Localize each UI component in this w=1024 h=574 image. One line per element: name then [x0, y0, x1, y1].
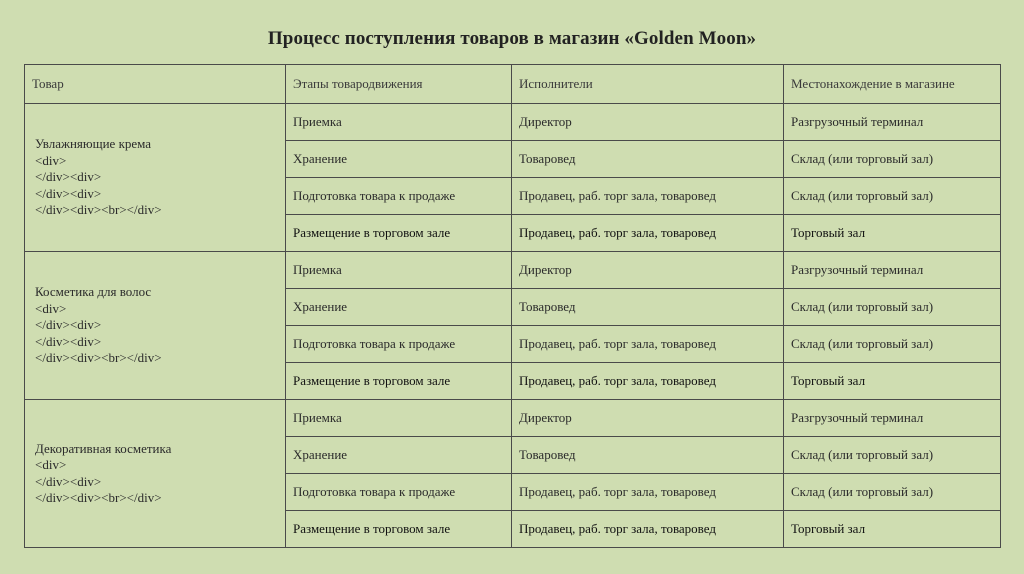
executor-cell: Продавец, раб. торг зала, товаровед [512, 363, 784, 400]
stage-cell: Размещение в торговом зале [286, 215, 512, 252]
header-product: Товар [25, 65, 286, 104]
stage-cell: Хранение [286, 437, 512, 474]
location-cell: Склад (или торговый зал) [784, 474, 1001, 511]
stage-cell: Хранение [286, 141, 512, 178]
stage-cell: Хранение [286, 289, 512, 326]
stage-cell: Приемка [286, 400, 512, 437]
location-cell: Торговый зал [784, 363, 1001, 400]
location-cell: Торговый зал [784, 511, 1001, 548]
executor-cell: Продавец, раб. торг зала, товаровед [512, 178, 784, 215]
table-row [25, 252, 1001, 289]
header-location: Местонахождение в магазине [784, 65, 1001, 104]
stage-cell: Приемка [286, 252, 512, 289]
slide-title: Процесс поступления товаров в магазин «Golden Moon» [267, 28, 757, 49]
location-cell: Разгрузочный терминал [784, 400, 1001, 437]
header-stages: Этапы товародвижения [286, 65, 512, 104]
location-cell: Торговый зал [784, 215, 1001, 252]
executor-cell: Товаровед [512, 141, 784, 178]
executor-cell: Директор [512, 400, 784, 437]
product-cell: Увлажняющие крема <div> </div><div> </div><div> </div><div><br></div> [25, 104, 286, 252]
executor-cell: Товаровед [512, 289, 784, 326]
stage-cell: Подготовка товара к продаже [286, 474, 512, 511]
executor-cell: Продавец, раб. торг зала, товаровед [512, 511, 784, 548]
executor-cell: Продавец, раб. торг зала, товаровед [512, 474, 784, 511]
executor-cell: Директор [512, 104, 784, 141]
executor-cell: Продавец, раб. торг зала, товаровед [512, 326, 784, 363]
table-row [25, 400, 1001, 437]
stage-cell: Размещение в торговом зале [286, 511, 512, 548]
executor-cell: Товаровед [512, 437, 784, 474]
location-cell: Склад (или торговый зал) [784, 141, 1001, 178]
product-cell: Косметика для волос <div> </div><div> </div><div> </div><div><br></div> [25, 252, 286, 400]
stage-cell: Размещение в торговом зале [286, 363, 512, 400]
product-cell: Декоративная косметика <div> </div><div> </div><div><br></div> [25, 400, 286, 548]
location-cell: Разгрузочный терминал [784, 104, 1001, 141]
location-cell: Разгрузочный терминал [784, 252, 1001, 289]
stage-cell: Приемка [286, 104, 512, 141]
executor-cell: Продавец, раб. торг зала, товаровед [512, 215, 784, 252]
stage-cell: Подготовка товара к продаже [286, 178, 512, 215]
header-executors: Исполнители [512, 65, 784, 104]
location-cell: Склад (или торговый зал) [784, 178, 1001, 215]
table-row [25, 104, 1001, 141]
table-header-row [25, 65, 1001, 104]
stage-cell: Подготовка товара к продаже [286, 326, 512, 363]
location-cell: Склад (или торговый зал) [784, 326, 1001, 363]
goods-flow-table [24, 64, 1001, 548]
executor-cell: Директор [512, 252, 784, 289]
location-cell: Склад (или торговый зал) [784, 289, 1001, 326]
location-cell: Склад (или торговый зал) [784, 437, 1001, 474]
